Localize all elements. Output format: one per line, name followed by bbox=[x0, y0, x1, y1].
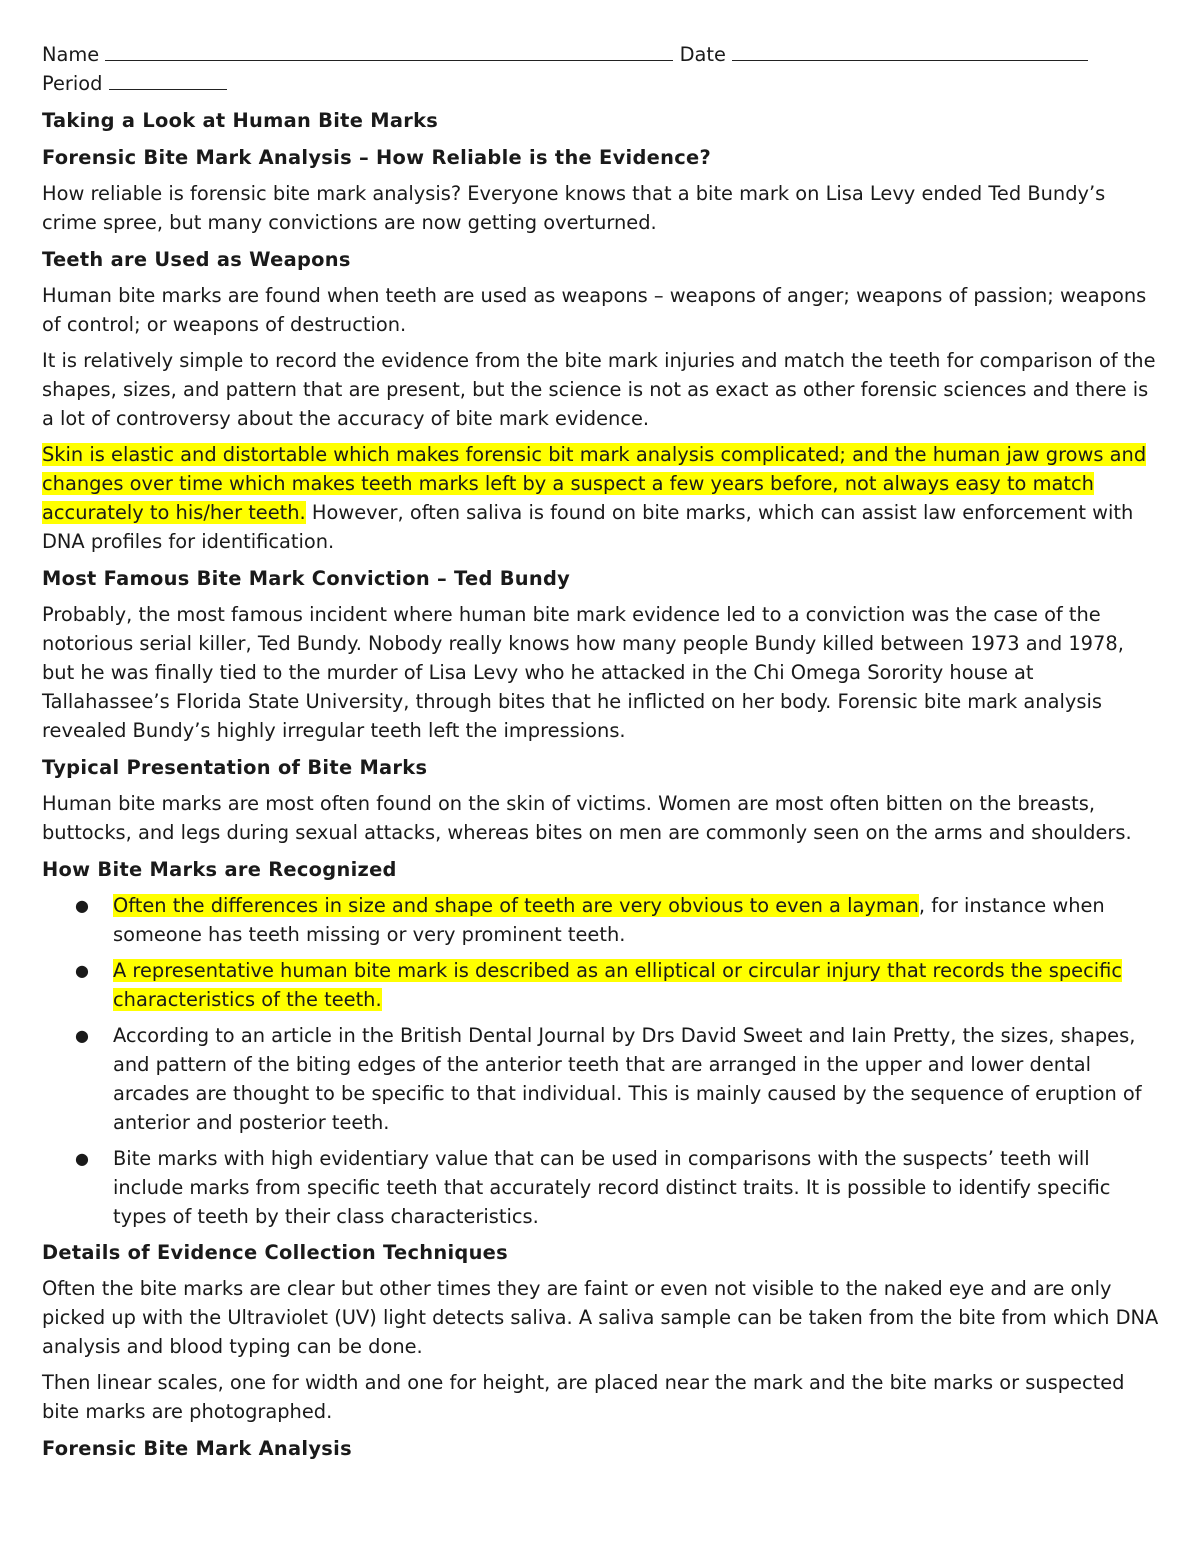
weapons-paragraph-1: Human bite marks are found when teeth are used as weapons – weapons of anger; weapons of passion; weapons of control; or weapons of destruction. bbox=[42, 284, 1147, 336]
period-blank[interactable] bbox=[109, 69, 227, 90]
bullet-icon: ● bbox=[75, 896, 89, 915]
bullet-icon: ● bbox=[75, 961, 89, 980]
document-body bbox=[42, 40, 1162, 1463]
highlighted-text: A representative human bite mark is described as an elliptical or circular injury that records the specific characteristics of the teeth. bbox=[113, 959, 1122, 1011]
bullet-item bbox=[42, 956, 1162, 1014]
highlighted-text: Often the differences in size and shape of teeth are very obvious to even a layman bbox=[113, 894, 919, 917]
name-date-line bbox=[42, 40, 1162, 69]
collection-heading: Details of Evidence Collection Techniques bbox=[42, 1241, 508, 1264]
paragraph-text: However, often saliva is found on bite marks, which can assist law enforcement with DNA profiles for identification. bbox=[42, 501, 1134, 553]
weapons-paragraph-3 bbox=[42, 440, 1162, 556]
recognized-bullet-list bbox=[42, 891, 1162, 1231]
name-blank[interactable] bbox=[105, 40, 673, 61]
presentation-paragraph: Human bite marks are most often found on the skin of victims. Women are most often bitten on the breasts, buttocks, and legs during sexual attacks, whereas bites on men are commonly seen on the arms and shoulders. bbox=[42, 792, 1132, 844]
analysis-heading: Forensic Bite Mark Analysis bbox=[42, 1437, 352, 1460]
bullet-icon: ● bbox=[75, 1026, 89, 1045]
bullet-text: Bite marks with high evidentiary value that can be used in comparisons with the suspects’ teeth will include marks from specific teeth that accurately record distinct traits. It is possible to identify specific types of teeth by their class characteristics. bbox=[113, 1147, 1111, 1228]
bullet-item bbox=[42, 1144, 1162, 1231]
date-label: Date bbox=[679, 43, 726, 66]
collection-paragraph-2: Then linear scales, one for width and one for height, are placed near the mark and the bite marks or suspected bite marks are photographed. bbox=[42, 1371, 1125, 1423]
collection-paragraph-1: Often the bite marks are clear but other times they are faint or even not visible to the naked eye and are only picked up with the Ultraviolet (UV) light detects saliva. A saliva sample can be taken from the bite from which DNA analysis and blood typing can be done. bbox=[42, 1277, 1159, 1358]
presentation-heading: Typical Presentation of Bite Marks bbox=[42, 756, 428, 779]
bundy-heading: Most Famous Bite Mark Conviction – Ted Bundy bbox=[42, 567, 571, 590]
bundy-paragraph: Probably, the most famous incident where human bite mark evidence led to a conviction was the case of the notorious serial killer, Ted Bundy. Nobody really knows how many people Bundy killed between 1973 and 1978, but he was finally tied to the murder of Lisa Levy who he attacked in the Chi Omega Sorority house at Tallahassee’s Florida State University, through bites that he inflicted on her body. Forensic bite mark analysis revealed Bundy’s highly irregular teeth left the impressions. bbox=[42, 603, 1124, 742]
period-label: Period bbox=[42, 72, 103, 95]
document-title: Taking a Look at Human Bite Marks bbox=[42, 109, 439, 132]
bullet-item bbox=[42, 891, 1162, 949]
bullet-icon: ● bbox=[75, 1149, 89, 1168]
bullet-item bbox=[42, 1021, 1162, 1137]
reliability-paragraph: How reliable is forensic bite mark analysis? Everyone knows that a bite mark on Lisa Levy ended Ted Bundy’s crime spree, but many convictions are now getting overturned. bbox=[42, 182, 1106, 234]
highlighted-text: Skin is elastic and distortable which makes forensic bit mark analysis complicated; and the human jaw grows and changes over time which makes teeth marks left by a suspect a few years before, not always easy to match accurately to his/her teeth. bbox=[42, 443, 1147, 524]
weapons-paragraph-2: It is relatively simple to record the evidence from the bite mark injuries and match the teeth for comparison of the shapes, sizes, and pattern that are present, but the science is not as exact as other forensic sciences and there is a lot of controversy about the accuracy of bite mark evidence. bbox=[42, 349, 1156, 430]
bullet-text: , for instance when someone has teeth missing or very prominent teeth. bbox=[113, 894, 1105, 946]
name-label: Name bbox=[42, 43, 100, 66]
date-blank[interactable] bbox=[732, 40, 1088, 61]
reliability-heading: Forensic Bite Mark Analysis – How Reliable is the Evidence? bbox=[42, 146, 712, 169]
period-line bbox=[42, 69, 1162, 98]
recognized-heading: How Bite Marks are Recognized bbox=[42, 858, 397, 881]
weapons-heading: Teeth are Used as Weapons bbox=[42, 248, 351, 271]
bullet-text: According to an article in the British Dental Journal by Drs David Sweet and Iain Pretty, the sizes, shapes, and pattern of the biting edges of the anterior teeth that are arranged in the upper and lower dental arcades are thought to be specific to that individual. This is mainly caused by the sequence of eruption of anterior and posterior teeth. bbox=[113, 1024, 1142, 1134]
